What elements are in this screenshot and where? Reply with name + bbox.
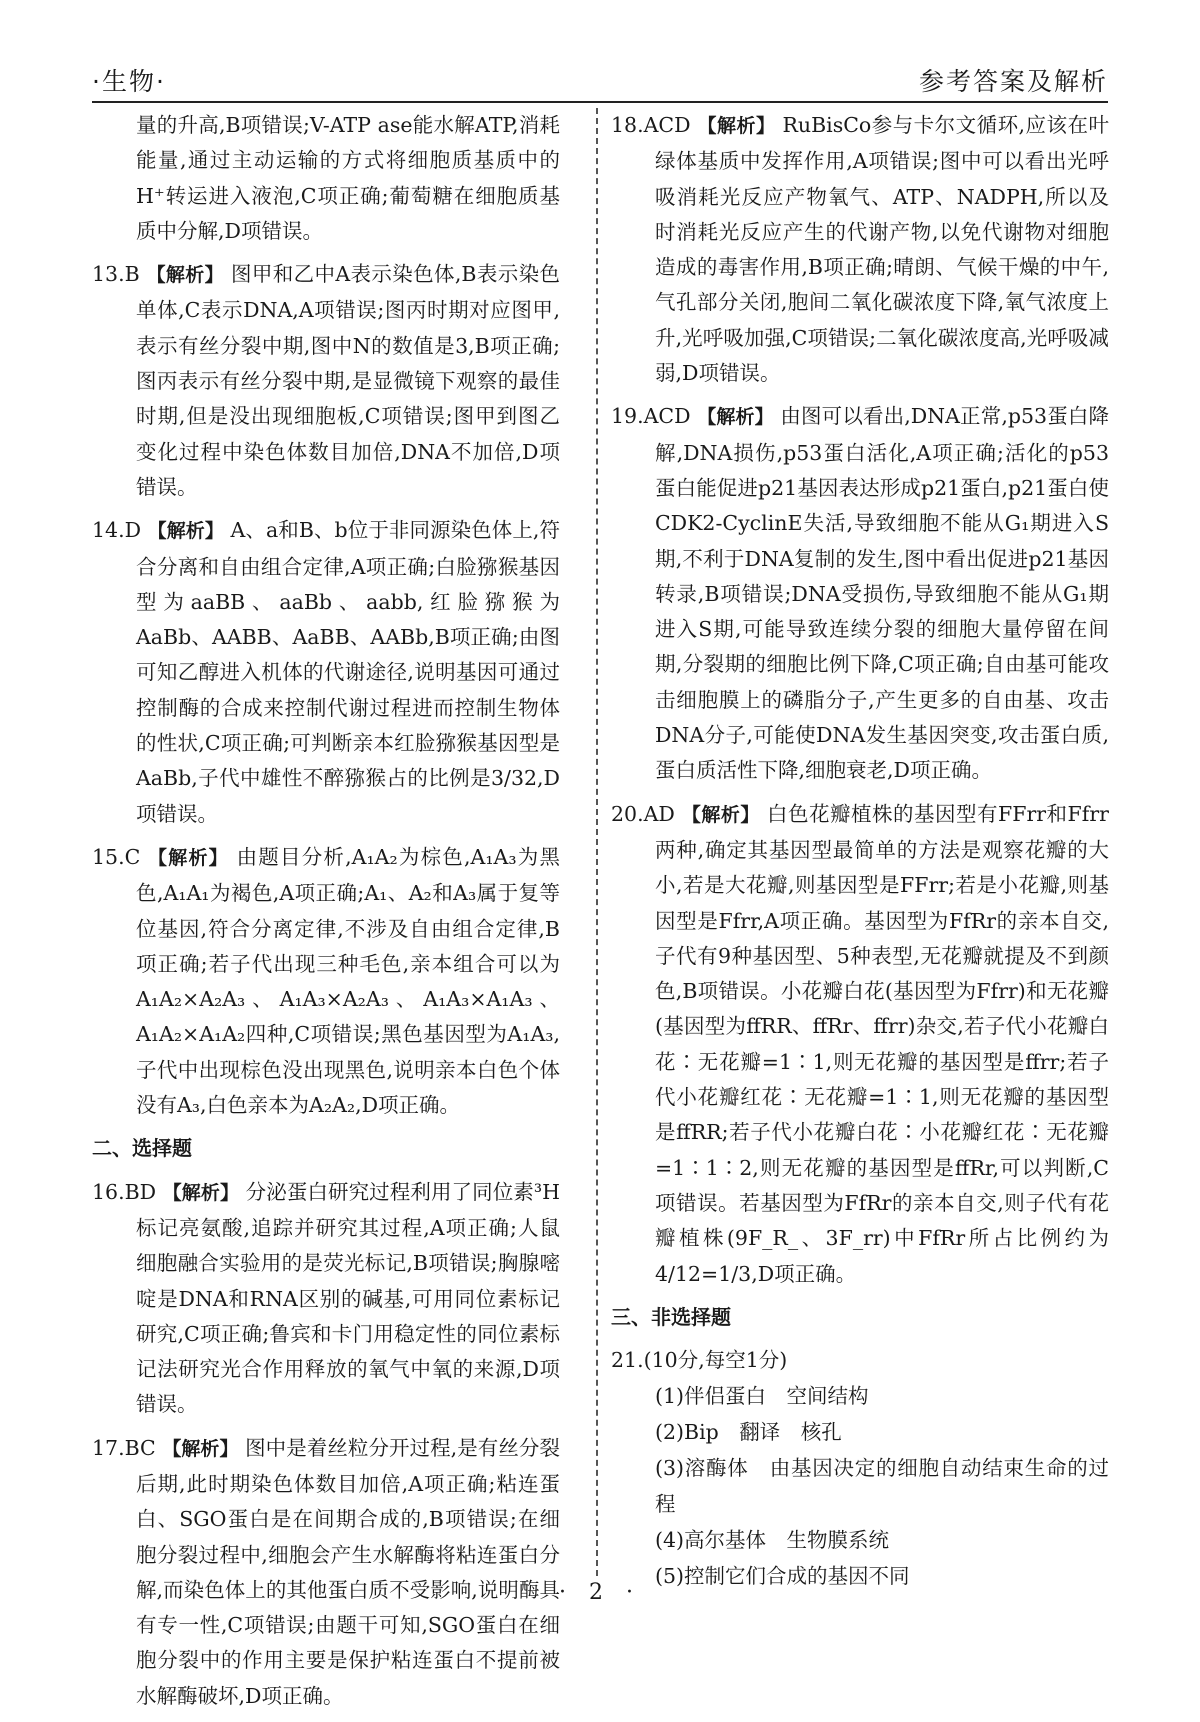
answer-19 — [611, 399, 1109, 788]
answer-21-num: 21. — [611, 1348, 644, 1373]
answer-16-text: 分泌蛋白研究过程利用了同位素³H标记亮氨酸,追踪并研究其过程,A项正确;人鼠细胞融合实验用的是荧光标记,B项错误;胸腺嘧啶是DNA和RNA区别的碱基,可用同位素标记研究,C项正确;鲁宾和卡门用稳定性的同位素标记法研究光合作用释放的氧气中氧的来源,D项错误。 — [136, 1179, 560, 1417]
answer-17-tag: 【解析】 — [162, 1437, 239, 1460]
answer-13-tag: 【解析】 — [146, 264, 225, 287]
answer-17-text: 图中是着丝粒分开过程,是有丝分裂后期,此时期染色体数目加倍,A项正确;粘连蛋白、SGO蛋白是在间期合成的,B项错误;在细胞分裂过程中,细胞会产生水解酶将粘连蛋白分解,而染色体上的其他蛋白质不受影响,说明酶具有专一性,C项错误;由题干可知,SGO蛋白在细胞分裂中的作用主要是保护粘连蛋白不提前被水解酶破坏,D项正确。 — [136, 1435, 560, 1708]
answer-21-line-3: (3)溶酶体 由基因决定的细胞自动结束生命的过程 — [655, 1456, 1109, 1517]
answer-20 — [611, 797, 1109, 1292]
page-number: · 2 · — [559, 1580, 641, 1605]
answer-14 — [92, 513, 560, 832]
answer-19-text: 由图可以看出,DNA正常,p53蛋白降解,DNA损伤,p53蛋白活化,A项正确;活化的p53蛋白能促进p21基因表达形成p21蛋白,p21蛋白使CDK2-CyclinE失活,导致细胞不能从G₁期进入S期,不利于DNA复制的发生,图中看出促进p21基因转录,B项错误;DNA受损伤,导致细胞不能从G₁期进入S期,可能导致连续分裂的细胞大量停留在间期,分裂期的细胞比例下降,C项正确;自由基可能攻击细胞膜上的磷脂分子,产生更多的自由基、攻击DNA分子,可能使DNA发生基因突变,攻击蛋白质,蛋白质活性下降,细胞衰老,D项正确。 — [655, 404, 1109, 783]
answer-16 — [92, 1175, 560, 1423]
answer-13-text: 图甲和乙中A表示染色体,B表示染色单体,C表示DNA,A项错误;图丙时期对应图甲,表示有丝分裂中期,图中N的数值是3,B项正确;图丙表示有丝分裂中期,是显微镜下观察的最佳时期,但是没出现细胞板,C项错误;图甲到图乙变化过程中染色体数目加倍,DNA不加倍,D项错误。 — [136, 262, 560, 499]
answer-13 — [92, 257, 560, 505]
answer-13-num: 13.B — [92, 262, 140, 287]
doc-title: 参考答案及解析 — [918, 67, 1108, 96]
answer-21-text: (10分,每空1分) — [643, 1348, 788, 1373]
answer-20-tag: 【解析】 — [681, 803, 760, 826]
intro-paragraph: 量的升高,B项错误;V-ATP ase能水解ATP,消耗能量,通过主动运输的方式将细胞质基质中的H⁺转运进入液泡,C项正确;葡萄糖在细胞质基质中分解,D项错误。 — [136, 113, 560, 243]
answer-15-tag: 【解析】 — [148, 846, 229, 869]
section-heading-2: 二、选择题 — [92, 1136, 192, 1161]
answer-21-line-5: (5)控制它们合成的基因不同 — [655, 1564, 910, 1589]
answer-21-line-2: (2)Bip 翻译 核孔 — [655, 1420, 842, 1445]
answer-16-tag: 【解析】 — [162, 1181, 240, 1204]
answer-17-num: 17.BC — [92, 1435, 156, 1460]
answer-17 — [92, 1431, 560, 1714]
answer-20-num: 20.AD — [611, 801, 675, 826]
answer-18-text: RuBisCo参与卡尔文循环,应该在叶绿体基质中发挥作用,A项错误;图中可以看出光呼吸消耗光反应产物氧气、ATP、NADPH,所以及时消耗光反应产生的代谢产物,以免代谢物对细胞造成的毒害作用,B项正确;晴朗、气候干燥的中午,气孔部分关闭,胞间二氧化碳浓度下降,氧气浓度上升,光呼吸加强,C项错误;二氧化碳浓度高,光呼吸减弱,D项错误。 — [655, 113, 1109, 386]
subject-label: ·生物· — [92, 67, 166, 96]
answer-18-num: 18.ACD — [611, 113, 691, 137]
answer-18-tag: 【解析】 — [697, 115, 776, 137]
answer-18 — [611, 108, 1109, 391]
answer-21 — [611, 1343, 1109, 1378]
answer-15-num: 15.C — [92, 844, 141, 869]
answer-14-num: 14.D — [92, 518, 142, 543]
page-header — [92, 62, 1108, 98]
left-column — [92, 108, 560, 1722]
answer-21-line-4: (4)高尔基体 生物膜系统 — [655, 1528, 890, 1553]
answer-19-num: 19.ACD — [611, 404, 691, 429]
answer-19-tag: 【解析】 — [697, 406, 774, 429]
answer-15-text: 由题目分析,A₁A₂为棕色,A₁A₃为黑色,A₁A₁为褐色,A项正确;A₁、A₂和A₃属于复等位基因,符合分离定律,不涉及自由组合定律,B项正确;若子代出现三种毛色,亲本组合可以为A₁A₂×A₂A₃、A₁A₃×A₂A₃、A₁A₃×A₁A₃、A₁A₂×A₁A₂四种,C项错误;黑色基因型为A₁A₃,子代中出现棕色没出现黑色,说明亲本白色个体没有A₃,白色亲本为A₂A₂,D项正确。 — [136, 844, 560, 1118]
answer-14-text: A、a和B、b位于非同源染色体上,符合分离和自由组合定律,A项正确;白脸猕猴基因型为aaBB、aaBb、aabb,红脸猕猴为AaBb、AABB、AaBB、AABb,B项正确;由图可知乙醇进入机体的代谢途径,说明基因可通过控制酶的合成来控制代谢过程进而控制生物体的性状,C项正确;可判断亲本红脸猕猴基因型是AaBb,子代中雄性不醉猕猴占的比例是3/32,D项错误。 — [136, 518, 560, 826]
answer-21-line-1: (1)伴侣蛋白 空间结构 — [655, 1384, 869, 1409]
answer-14-tag: 【解析】 — [147, 520, 224, 543]
answer-20-text: 白色花瓣植株的基因型有FFrr和Ffrr两种,确定其基因型最简单的方法是观察花瓣的大小,若是大花瓣,则基因型是FFrr;若是小花瓣,则基因型是Ffrr,A项正确。基因型为FfRr的亲本自交,子代有9种基因型、5种表型,无花瓣就提及不到颜色,B项错误。小花瓣白花(基因型为Ffrr)和无花瓣(基因型为ffRR、ffRr、ffrr)杂交,若子代小花瓣白花∶无花瓣=1∶1,则无花瓣的基因型是ffrr;若子代小花瓣红花∶无花瓣=1∶1,则无花瓣的基因型是ffRR;若子代小花瓣白花∶小花瓣红花∶无花瓣=1∶1∶2,则无花瓣的基因型是ffRr,可以判断,C项错误。若基因型为FfRr的亲本自交,则子代有花瓣植株(9F_R_、3F_rr)中FfRr所占比例约为4/12=1/3,D项正确。 — [655, 801, 1109, 1286]
header-rule — [92, 101, 1108, 103]
column-divider — [596, 108, 598, 1576]
answer-15 — [92, 840, 560, 1123]
right-column — [611, 108, 1109, 1594]
section-heading-3: 三、非选择题 — [611, 1304, 731, 1329]
answer-16-num: 16.BD — [92, 1179, 157, 1204]
